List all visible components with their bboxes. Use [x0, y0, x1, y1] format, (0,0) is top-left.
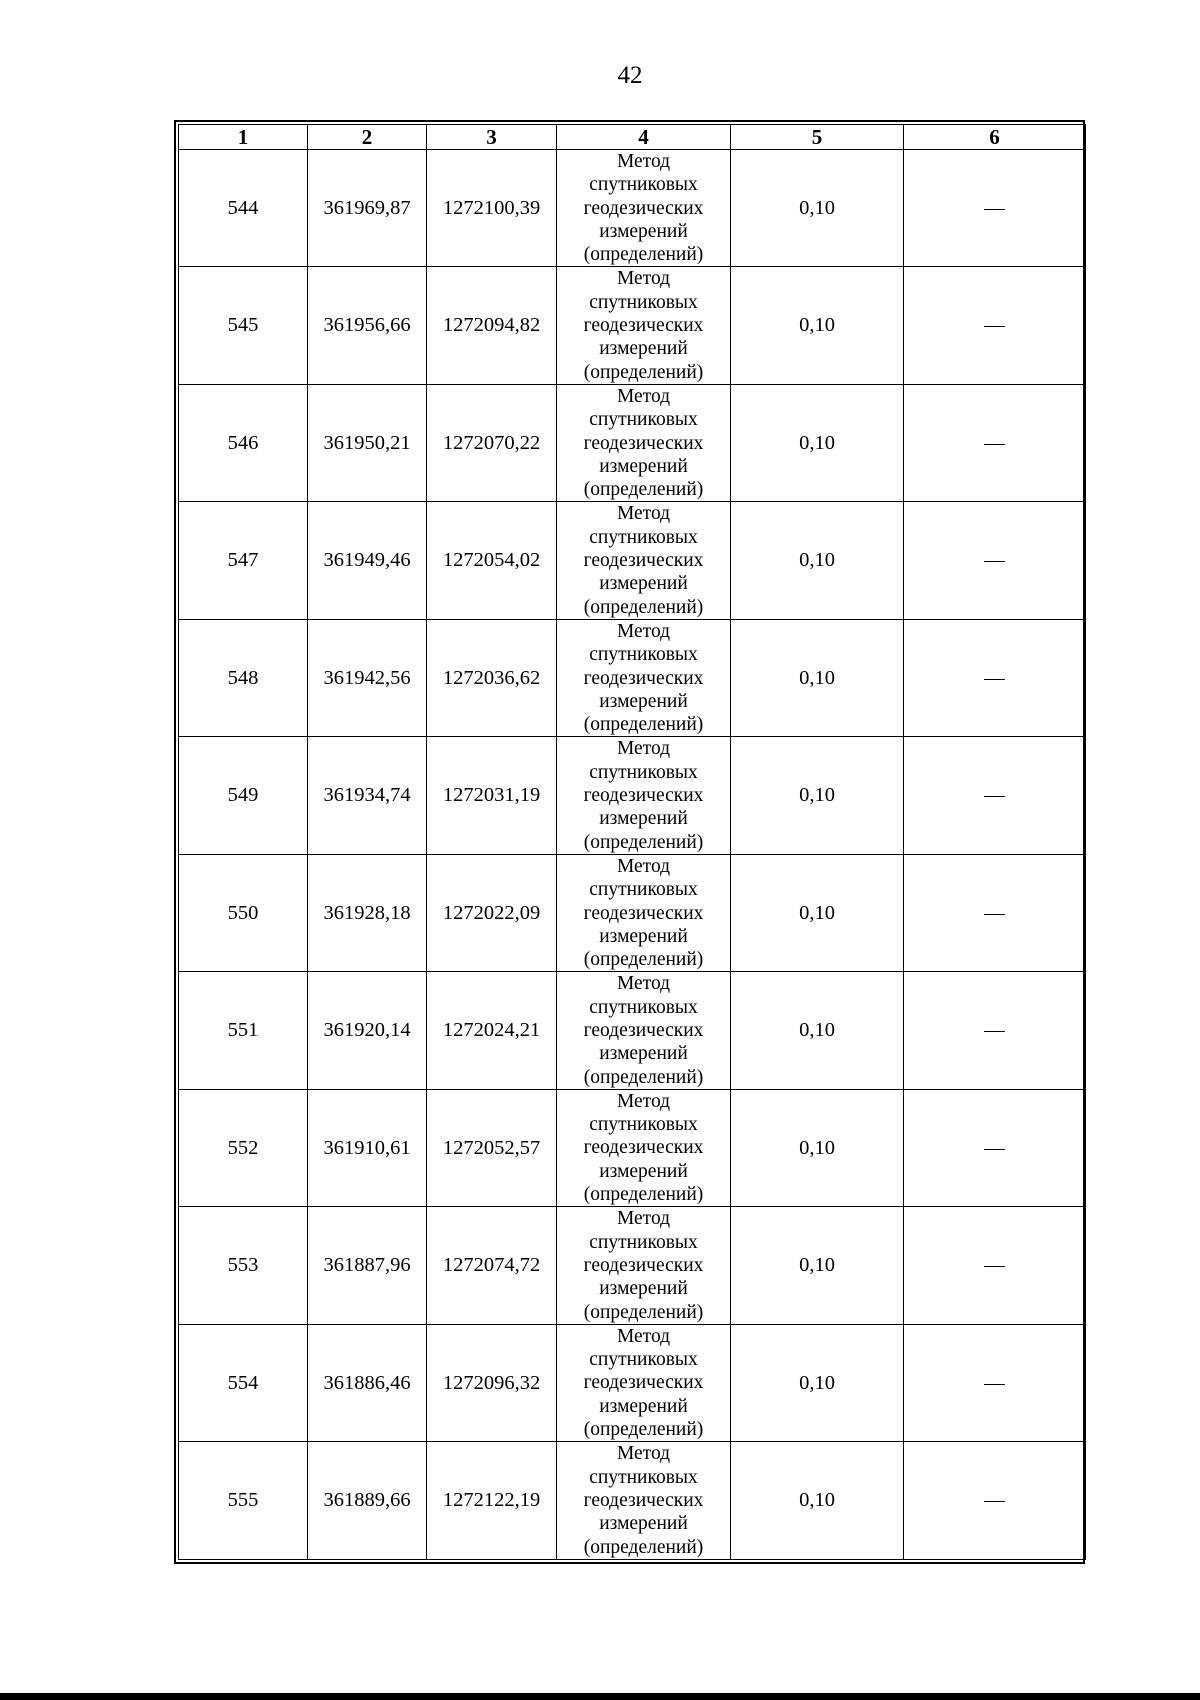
coordinate-y-cell: 1272100,39	[427, 150, 557, 267]
note-cell: —	[904, 1089, 1086, 1206]
table-row	[179, 384, 1086, 501]
method-text-line: спутниковых	[589, 1466, 698, 1488]
column-header: 6	[904, 125, 1086, 150]
method-text-line: спутниковых	[589, 996, 698, 1018]
method-text-line: спутниковых	[589, 174, 698, 196]
coordinate-y-cell: 1272074,72	[427, 1207, 557, 1324]
column-header: 5	[731, 125, 904, 150]
table-row	[179, 854, 1086, 971]
method-text-line: спутниковых	[589, 409, 698, 431]
method-text-line: Метод	[616, 973, 671, 995]
coordinate-y-cell: 1272024,21	[427, 972, 557, 1089]
method-text-line: спутниковых	[589, 291, 698, 313]
method-text-line: измерений	[599, 220, 688, 242]
method-text-line: (определений)	[583, 1419, 704, 1441]
column-header: 2	[308, 125, 427, 150]
method-text-line: Метод	[616, 151, 671, 172]
accuracy-cell: 0,10	[731, 502, 904, 619]
note-cell: —	[904, 1207, 1086, 1324]
method-text-line: измерений	[599, 338, 688, 360]
note-cell: —	[904, 1442, 1086, 1559]
coordinate-x-cell: 361949,46	[308, 502, 427, 619]
method-text-line: Метод	[616, 738, 671, 760]
table-row	[179, 1089, 1086, 1206]
method-text-line: (определений)	[583, 244, 704, 266]
method-text-line: спутниковых	[589, 761, 698, 783]
method-cell	[557, 384, 731, 501]
table-row	[179, 1324, 1086, 1441]
note-cell: —	[904, 972, 1086, 1089]
method-text-line: измерений	[599, 690, 688, 712]
method-text-line: (определений)	[583, 1184, 704, 1206]
method-text-line: геодезических	[583, 902, 704, 924]
table-row	[179, 737, 1086, 854]
coordinate-y-cell: 1272052,57	[427, 1089, 557, 1206]
table-row	[179, 1442, 1086, 1559]
method-text-line: (определений)	[583, 949, 704, 971]
table-body	[179, 150, 1086, 1560]
method-text-line: геодезических	[583, 550, 704, 572]
method-text-line: (определений)	[583, 1301, 704, 1323]
coordinate-x-cell: 361950,21	[308, 384, 427, 501]
point-number-cell: 549	[179, 737, 308, 854]
accuracy-cell: 0,10	[731, 1207, 904, 1324]
coordinate-x-cell: 361942,56	[308, 619, 427, 736]
method-cell	[557, 619, 731, 736]
method-text-line: спутниковых	[589, 879, 698, 901]
method-cell	[557, 972, 731, 1089]
coordinate-x-cell: 361969,87	[308, 150, 427, 267]
method-text-line: Метод	[616, 385, 671, 407]
coordinate-y-cell: 1272122,19	[427, 1442, 557, 1559]
table-row	[179, 1207, 1086, 1324]
accuracy-cell: 0,10	[731, 267, 904, 384]
method-text-line: геодезических	[583, 1489, 704, 1511]
page-number: 42	[617, 62, 643, 89]
accuracy-cell: 0,10	[731, 854, 904, 971]
note-cell: —	[904, 150, 1086, 267]
note-cell: —	[904, 1324, 1086, 1441]
method-text-line: (определений)	[583, 479, 704, 501]
method-text-line: измерений	[599, 1513, 688, 1535]
coordinate-y-cell: 1272094,82	[427, 267, 557, 384]
method-text-line: Метод	[616, 1325, 671, 1347]
coordinate-y-cell: 1272031,19	[427, 737, 557, 854]
coordinate-x-cell: 361934,74	[308, 737, 427, 854]
table-row	[179, 502, 1086, 619]
method-cell	[557, 502, 731, 619]
point-number-cell: 548	[179, 619, 308, 736]
method-text-line: Метод	[616, 503, 671, 525]
note-cell: —	[904, 854, 1086, 971]
point-number-cell: 546	[179, 384, 308, 501]
method-text-line: геодезических	[583, 197, 704, 219]
note-cell: —	[904, 267, 1086, 384]
table-row	[179, 972, 1086, 1089]
point-number-cell: 554	[179, 1324, 308, 1441]
method-text-line: Метод	[616, 1443, 671, 1465]
accuracy-cell: 0,10	[731, 972, 904, 1089]
method-cell	[557, 1442, 731, 1559]
method-text-line: измерений	[599, 455, 688, 477]
method-text-line: геодезических	[583, 1019, 704, 1041]
method-text-line: измерений	[599, 1043, 688, 1065]
accuracy-cell: 0,10	[731, 737, 904, 854]
method-cell	[557, 1324, 731, 1441]
coordinate-x-cell: 361889,66	[308, 1442, 427, 1559]
table-row	[179, 267, 1086, 384]
column-header: 4	[557, 125, 731, 150]
method-text-line: Метод	[616, 1208, 671, 1230]
method-text-line: Метод	[616, 620, 671, 642]
method-cell	[557, 1207, 731, 1324]
method-text-line: Метод	[616, 1090, 671, 1112]
table-row	[179, 150, 1086, 267]
method-cell	[557, 737, 731, 854]
point-number-cell: 553	[179, 1207, 308, 1324]
method-cell	[557, 267, 731, 384]
accuracy-cell: 0,10	[731, 384, 904, 501]
column-header: 3	[427, 125, 557, 150]
point-number-cell: 545	[179, 267, 308, 384]
method-text-line: геодезических	[583, 1137, 704, 1159]
point-number-cell: 551	[179, 972, 308, 1089]
method-text-line: спутниковых	[589, 644, 698, 666]
point-number-cell: 552	[179, 1089, 308, 1206]
method-cell	[557, 1089, 731, 1206]
coordinate-y-cell: 1272070,22	[427, 384, 557, 501]
accuracy-cell: 0,10	[731, 150, 904, 267]
method-text-line: спутниковых	[589, 526, 698, 548]
method-text-line: Метод	[616, 268, 671, 290]
point-number-cell: 547	[179, 502, 308, 619]
method-text-line: (определений)	[583, 1536, 704, 1558]
coordinates-table	[174, 120, 1085, 1564]
method-text-line: спутниковых	[589, 1114, 698, 1136]
table-row	[179, 619, 1086, 736]
point-number-cell: 550	[179, 854, 308, 971]
method-text-line: Метод	[616, 855, 671, 877]
method-text-line: (определений)	[583, 1066, 704, 1088]
point-number-cell: 555	[179, 1442, 308, 1559]
method-text-line: (определений)	[583, 361, 704, 383]
coordinate-y-cell: 1272022,09	[427, 854, 557, 971]
scan-edge	[0, 1693, 1200, 1700]
coordinate-x-cell: 361910,61	[308, 1089, 427, 1206]
accuracy-cell: 0,10	[731, 1324, 904, 1441]
method-text-line: геодезических	[583, 315, 704, 337]
method-text-line: спутниковых	[589, 1231, 698, 1253]
method-text-line: геодезических	[583, 1254, 704, 1276]
method-cell	[557, 854, 731, 971]
method-text-line: геодезических	[583, 667, 704, 689]
table-header-row	[179, 125, 1086, 150]
method-text-line: измерений	[599, 1160, 688, 1182]
coordinate-x-cell: 361956,66	[308, 267, 427, 384]
method-text-line: измерений	[599, 1395, 688, 1417]
method-text-line: измерений	[599, 925, 688, 947]
accuracy-cell: 0,10	[731, 1442, 904, 1559]
note-cell: —	[904, 502, 1086, 619]
method-text-line: (определений)	[583, 596, 704, 618]
coordinate-x-cell: 361920,14	[308, 972, 427, 1089]
note-cell: —	[904, 737, 1086, 854]
accuracy-cell: 0,10	[731, 619, 904, 736]
column-header: 1	[179, 125, 308, 150]
point-number-cell: 544	[179, 150, 308, 267]
method-text-line: (определений)	[583, 714, 704, 736]
method-text-line: измерений	[599, 573, 688, 595]
coordinate-x-cell: 361887,96	[308, 1207, 427, 1324]
coordinate-y-cell: 1272036,62	[427, 619, 557, 736]
coordinate-x-cell: 361928,18	[308, 854, 427, 971]
method-text-line: (определений)	[583, 831, 704, 853]
method-text-line: измерений	[599, 808, 688, 830]
coordinate-y-cell: 1272054,02	[427, 502, 557, 619]
coordinate-y-cell: 1272096,32	[427, 1324, 557, 1441]
method-text-line: измерений	[599, 1278, 688, 1300]
note-cell: —	[904, 619, 1086, 736]
coordinate-x-cell: 361886,46	[308, 1324, 427, 1441]
method-text-line: спутниковых	[589, 1349, 698, 1371]
accuracy-cell: 0,10	[731, 1089, 904, 1206]
method-text-line: геодезических	[583, 785, 704, 807]
method-cell	[557, 150, 731, 267]
method-text-line: геодезических	[583, 432, 704, 454]
note-cell: —	[904, 384, 1086, 501]
method-text-line: геодезических	[583, 1372, 704, 1394]
